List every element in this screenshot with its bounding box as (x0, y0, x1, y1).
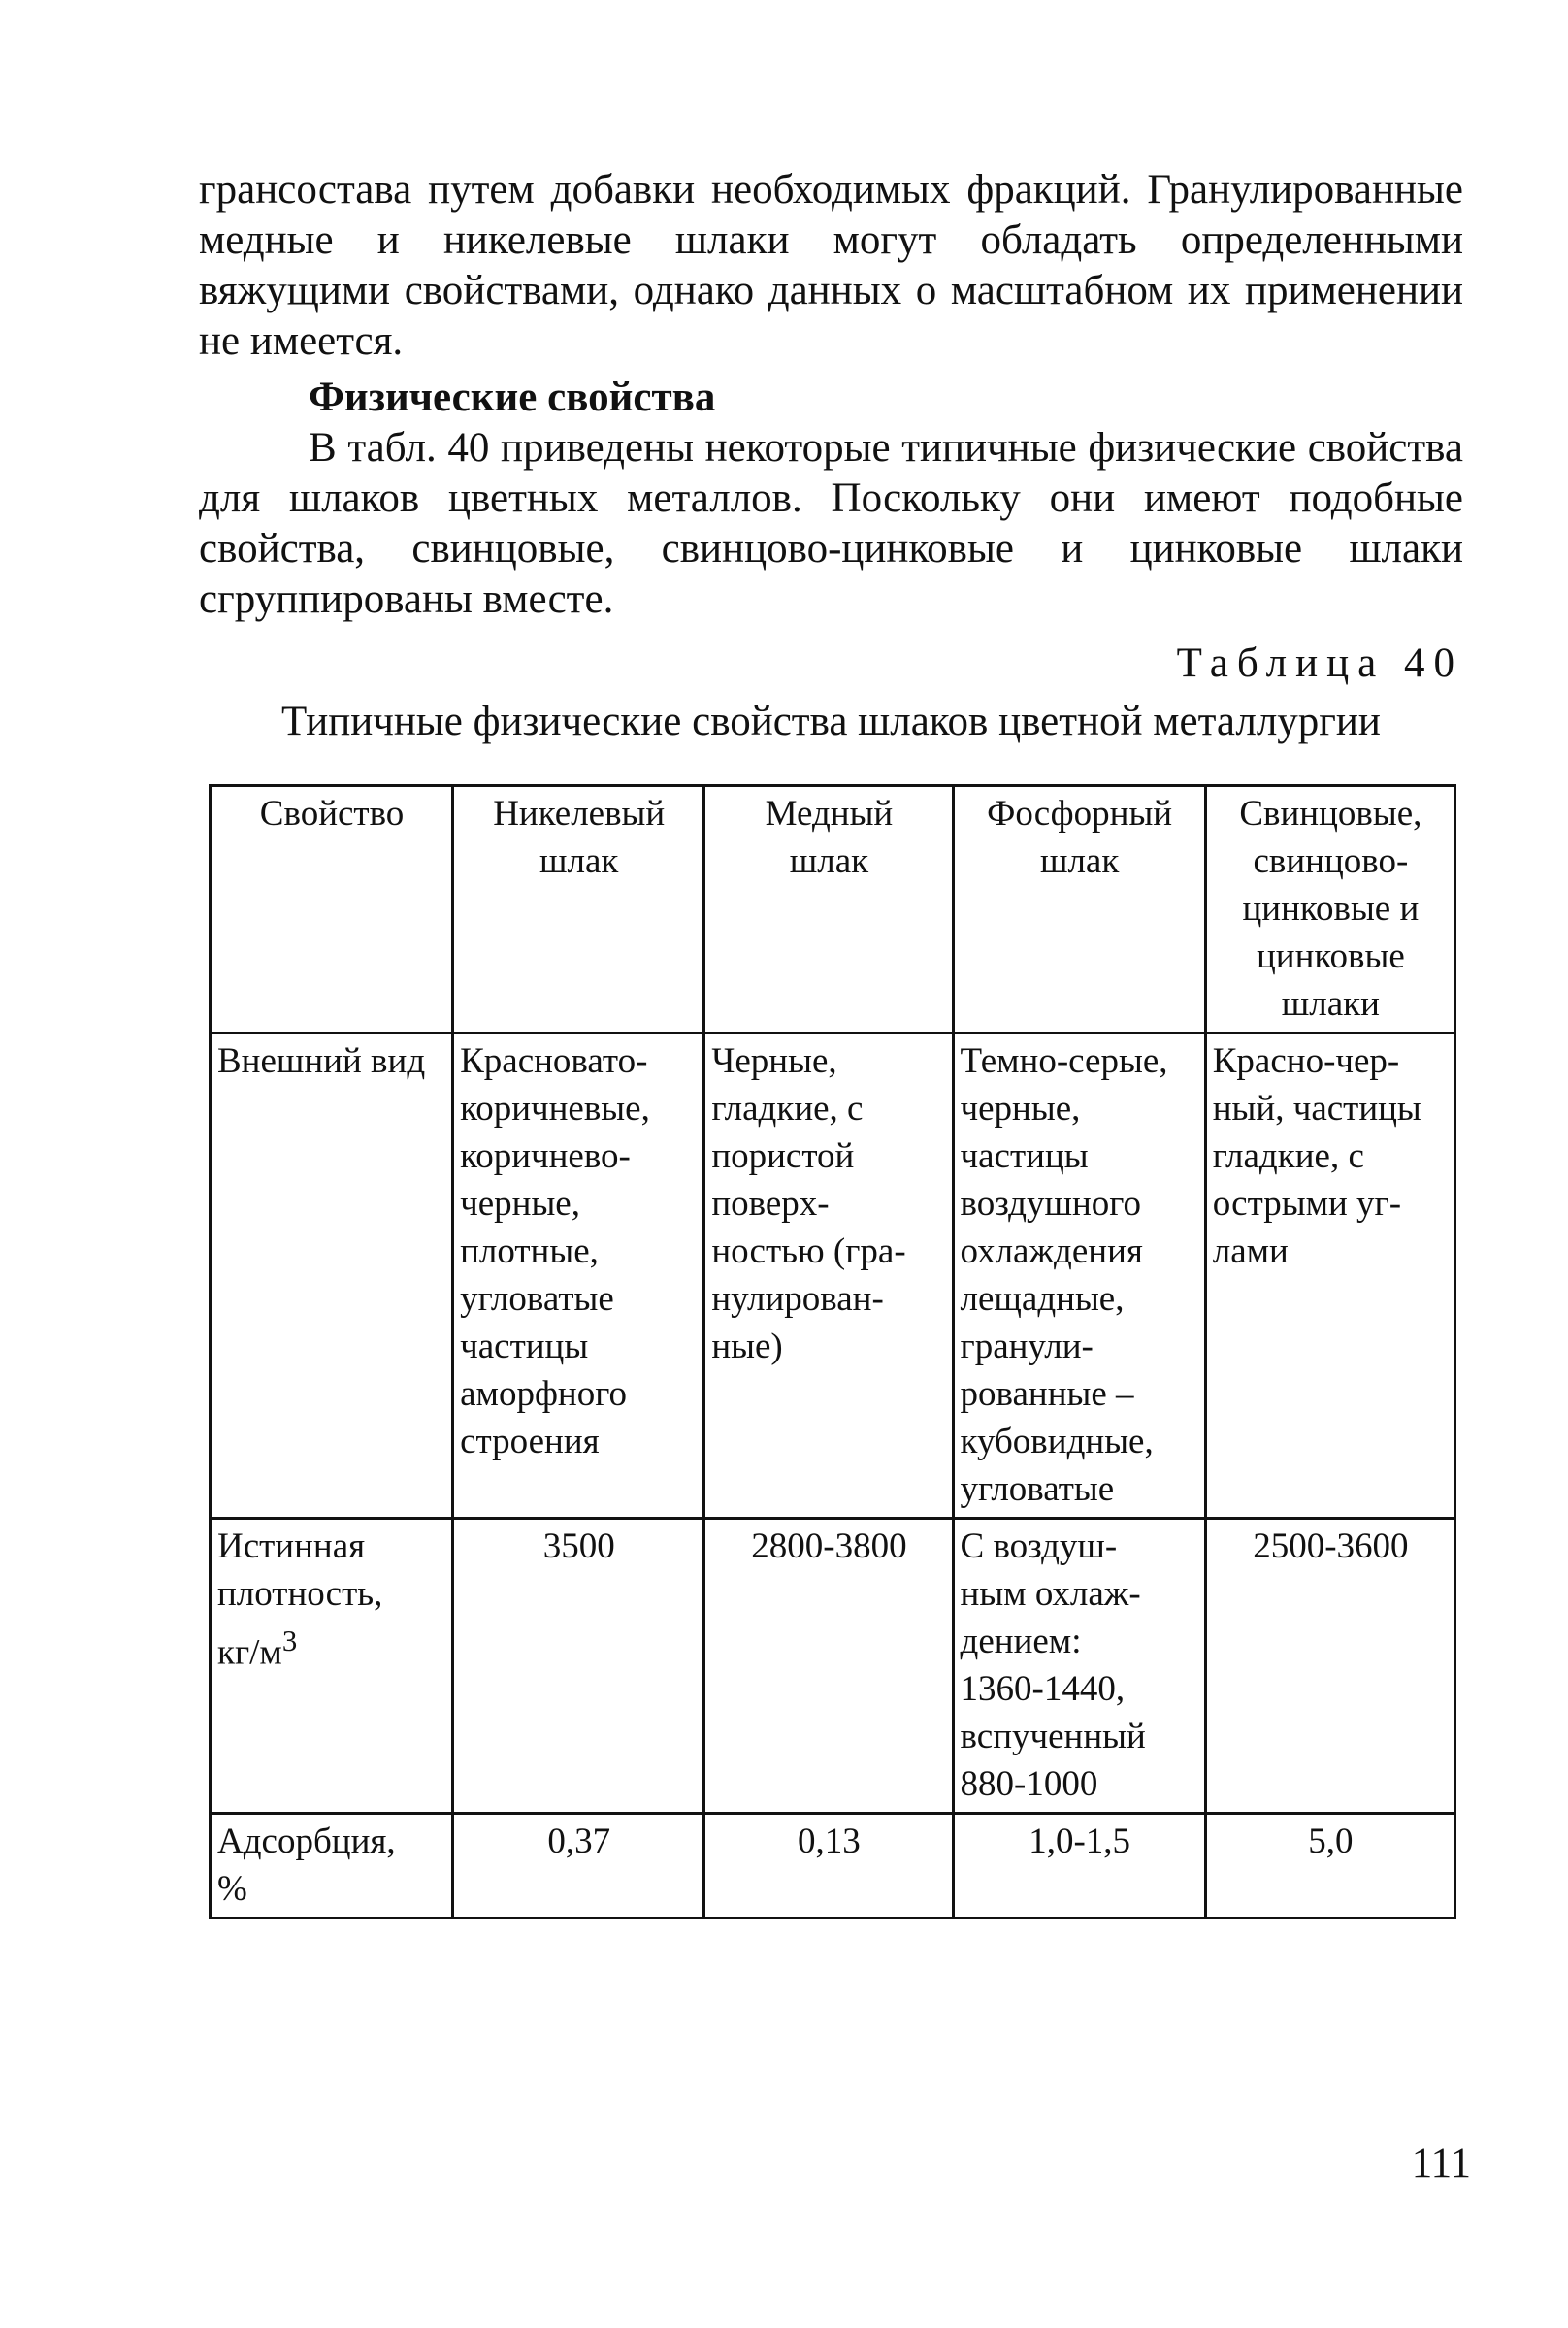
cell-lead-zinc-density: 2500-3600 (1205, 1519, 1454, 1814)
density-label: Истинная плотность, кг/м (217, 1526, 383, 1673)
header-nickel-slag: Никелевый шлак (453, 786, 704, 1033)
table-caption: Типичные физические свойства шлаков цветной металлургии (281, 699, 1381, 744)
cell-nickel-appearance: Красновато- коричневые, коричнево- черные, плотные, угловатые частицы аморфного строения (453, 1033, 704, 1519)
cell-property-adsorption: Адсорбция, % (211, 1814, 453, 1918)
cell-phosphorus-appearance: Темно-серые, черные, частицы воздушного охлаждения лещадные, гранули- рованные – кубовидные, угловатые (953, 1033, 1205, 1519)
body-paragraph-intro: грансостава путем добавки необходимых фракций. Гранулированные медные и никелевые шлаки могут обладать определенными вяжущими свойствами, однако данных о масштабном их применении не имеется. (199, 167, 1463, 364)
cell-copper-density: 2800-3800 (704, 1519, 953, 1814)
body-paragraph-table-reference: В табл. 40 приведены некоторые типичные физические свойства для шлаков цветных металлов. Поскольку они имеют подобные свойства, свинцовые, свинцово-цинковые и цинковые шлаки сгруппированы вместе. (199, 425, 1463, 622)
header-copper-slag: Медный шлак (704, 786, 953, 1033)
cell-nickel-density: 3500 (453, 1519, 704, 1814)
cell-copper-appearance: Черные, гладкие, с пористой поверх- ностью (гра- нулирован- ные) (704, 1033, 953, 1519)
page-number: 111 (1411, 2141, 1471, 2186)
table-row-density (211, 1519, 1455, 1814)
table-header-row (211, 786, 1455, 1033)
table-row-adsorption (211, 1814, 1455, 1918)
section-heading: Физические свойства (309, 375, 716, 420)
cell-property-appearance: Внешний вид (211, 1033, 453, 1519)
table-label: Таблица 40 (1176, 640, 1463, 686)
header-property: Свойство (211, 786, 453, 1033)
cell-lead-zinc-adsorption: 5,0 (1205, 1814, 1454, 1918)
cell-nickel-adsorption: 0,37 (453, 1814, 704, 1918)
cell-property-density (211, 1519, 453, 1814)
cell-phosphorus-adsorption: 1,0-1,5 (953, 1814, 1205, 1918)
cell-lead-zinc-appearance: Красно-чер- ный, частицы гладкие, с острыми уг- лами (1205, 1033, 1454, 1519)
table-row-appearance (211, 1033, 1455, 1519)
header-phosphorus-slag: Фосфорный шлак (953, 786, 1205, 1033)
slag-properties-table (209, 784, 1456, 1919)
cell-phosphorus-density: С воздуш- ным охлаж- дением: 1360-1440, вспученный 880-1000 (953, 1519, 1205, 1814)
cell-copper-adsorption: 0,13 (704, 1814, 953, 1918)
header-lead-zinc-slag: Свинцовые, свинцово- цинковые и цинковые шлаки (1205, 786, 1454, 1033)
density-unit-superscript: 3 (281, 1624, 298, 1657)
